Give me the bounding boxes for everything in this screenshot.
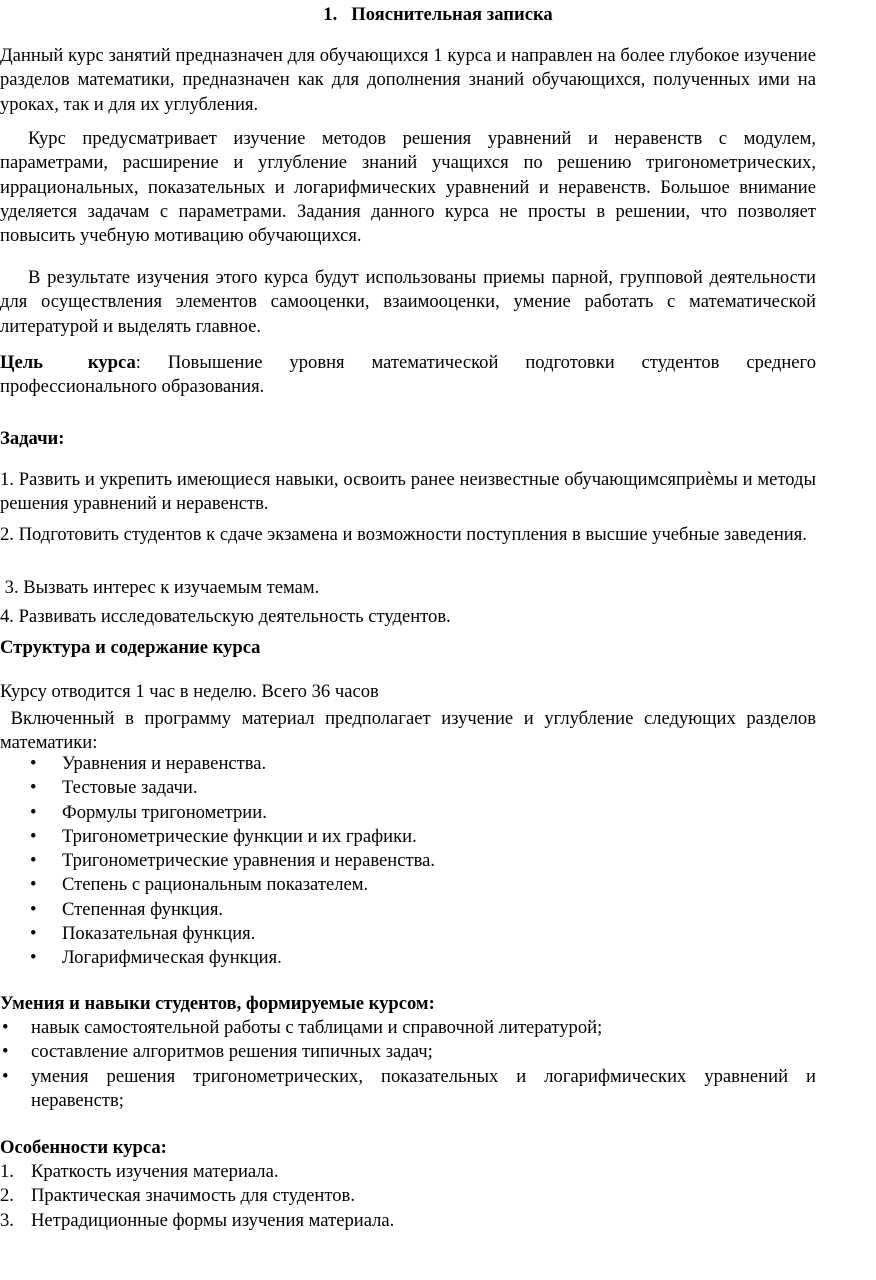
- list-item: • Формулы тригонометрии.: [0, 801, 816, 825]
- section-title: [0, 3, 876, 27]
- task-item-2: 2. Подготовить студентов к сдаче экзамена и возможности поступления в высшие учебные заведения.: [0, 524, 807, 545]
- goal-text: Повышение уровня математической подготовки студентов среднего профессионального образования.: [0, 352, 816, 398]
- list-item: [0, 1209, 816, 1233]
- topics-list: [0, 752, 816, 971]
- list-text: Нетрадиционные формы изучения материала.: [31, 1209, 395, 1231]
- list-item: • Тестовые задачи.: [0, 776, 816, 800]
- goal-colon: :: [135, 352, 141, 373]
- features-list: [0, 1160, 816, 1233]
- intro-paragraph-3: В результате изучения этого курса будут использованы приемы парной, групповой деятельности для осуществления элементов самооценки, взаимооценки, умение работать с математической литературой и выделять главное.: [0, 267, 816, 337]
- list-item: • составление алгоритмов решения типичных задач;: [0, 1040, 816, 1064]
- list-item: • Тригонометрические функции и их графики.: [0, 825, 816, 849]
- intro-paragraph-1: Данный курс занятий предназначен для обучающихся 1 курса и направлен на более глубокое изучение разделов математики, предназначен как для дополнения знаний обучающихся, полученных ими на уроках, так и для их углубления.: [0, 45, 816, 115]
- list-item: • Уравнения и неравенства.: [0, 752, 816, 776]
- list-number: 3.: [0, 1209, 14, 1231]
- task-item-4: 4. Развивать исследовательскую деятельность студентов.: [0, 606, 451, 627]
- goal-paragraph: [0, 351, 816, 400]
- list-number: 1.: [0, 1161, 14, 1182]
- section-number: 1.: [323, 4, 338, 25]
- list-item: [0, 1160, 816, 1184]
- list-number: 2.: [0, 1185, 14, 1207]
- features-heading: Особенности курса:: [0, 1137, 167, 1158]
- task-item-3: 3. Вызвать интерес к изучаемым темам.: [0, 577, 320, 598]
- list-text: Краткость изучения материала.: [31, 1161, 279, 1182]
- skills-list: [0, 1016, 816, 1113]
- goal-label: Цель курса: [0, 352, 136, 373]
- list-item: • навык самостоятельной работы с таблицами и справочной литературой;: [0, 1016, 816, 1040]
- task-item-1: 1. Развить и укрепить имеющиеся навыки, освоить ранее неизвестные обучающимсяприѐмы и методы решения уравнений и неравенств.: [0, 469, 816, 515]
- list-item: • Степенная функция.: [0, 898, 816, 922]
- list-item: • Показательная функция.: [0, 922, 816, 946]
- intro-paragraph-2: Курс предусматривает изучение методов решения уравнений и неравенств с модулем, параметрами, расширение и углубление знаний учащихся по решению тригонометрических, иррациональных, показательных и логарифмических уравнений и неравенств. Большое внимание уделяется задачам с параметрами. Задания данного курса не просты в решении, что позволяет повысить учебную мотивацию обучающихся.: [0, 128, 816, 247]
- section-title-text: Пояснительная записка: [351, 4, 553, 25]
- list-item: • Логарифмическая функция.: [0, 946, 816, 970]
- list-item: • Степень с рациональным показателем.: [0, 873, 816, 897]
- tasks-heading: Задачи:: [0, 428, 65, 449]
- skills-heading: Умения и навыки студентов, формируемые курсом:: [0, 993, 435, 1014]
- structure-heading: Структура и содержание курса: [0, 637, 261, 658]
- list-text: Практическая значимость для студентов.: [31, 1185, 355, 1207]
- structure-hours: Курсу отводится 1 час в неделю. Всего 36 часов: [0, 681, 379, 702]
- list-item: • Тригонометрические уравнения и неравенства.: [0, 849, 816, 873]
- list-item: [0, 1184, 816, 1208]
- structure-intro: Включенный в программу материал предполагает изучение и углубление следующих разделов математики:: [0, 708, 821, 754]
- list-item: • умения решения тригонометрических, показательных и логарифмических уравнений и неравенств;: [0, 1065, 816, 1114]
